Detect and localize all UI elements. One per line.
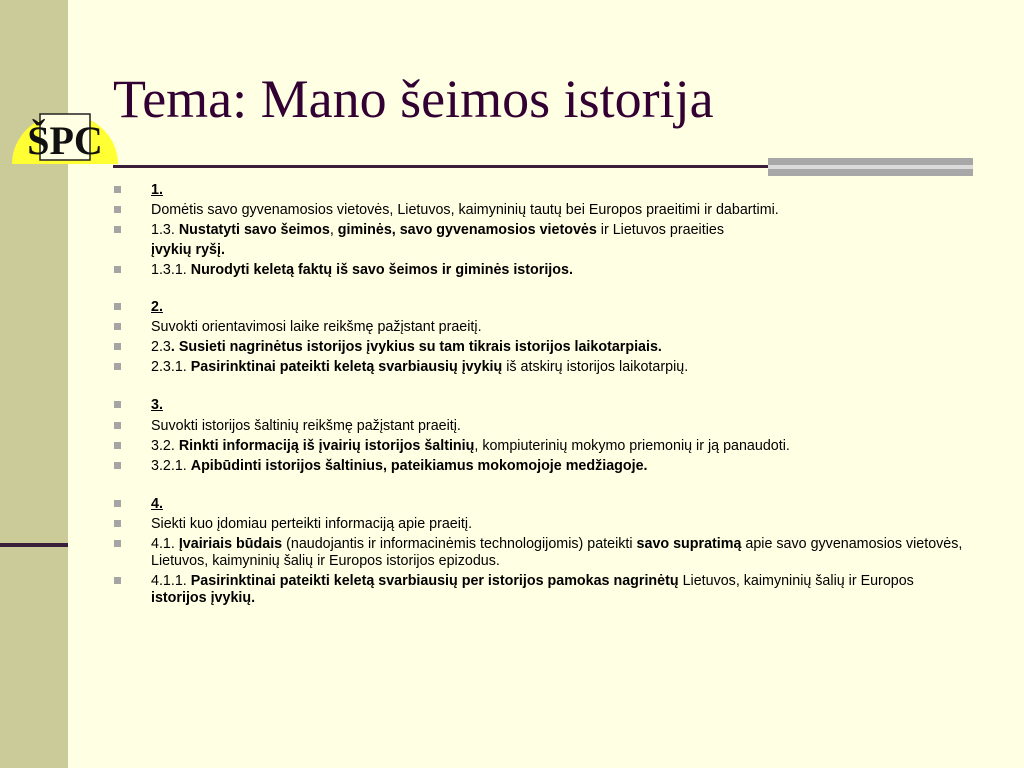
list-item: 3.2. Rinkti informaciją iš įvairių istorijos šaltinių, kompiuterinių mokymo priemonių ir ją panaudoti. <box>113 438 973 455</box>
list-item: 2.3.1. Pasirinktinai pateikti keletą svarbiausių įvykių iš atskirų istorijos laikotarpių. <box>113 359 973 376</box>
list-item-heading-3: 3. <box>113 397 973 414</box>
list-item: Domėtis savo gyvenamosios vietovės, Lietuvos, kaimyninių tautų bei Europos praeitimi ir dabartimi. <box>113 202 973 219</box>
left-band-divider <box>0 543 68 547</box>
accent-bars <box>768 158 973 178</box>
list-item: Suvokti orientavimosi laike reikšmę pažįstant praeitį. <box>113 319 973 336</box>
list-item: Suvokti istorijos šaltinių reikšmę pažįstant praeitį. <box>113 418 973 435</box>
spc-logo <box>12 104 118 168</box>
list-item: 3.2.1. Apibūdinti istorijos šaltinius, pateikiamus mokomojoje medžiagoje. <box>113 458 973 475</box>
title-underline <box>113 165 773 168</box>
list-item-heading-4: 4. <box>113 496 973 513</box>
list-item: 4.1. Įvairiais būdais (naudojantis ir informacinėmis technologijomis) pateikti savo supratimą apie savo gyvenamosios vietovės, Lietuvos, kaimyninių šalių ir Europos istorijos epizodus. <box>113 536 973 570</box>
svg-text:ŠPC: ŠPC <box>27 118 103 163</box>
list-item: 1.3. Nustatyti savo šeimos, giminės, savo gyvenamosios vietovės ir Lietuvos praeities <box>113 222 973 239</box>
page-title: Tema: Mano šeimos istorija <box>113 69 714 129</box>
content-list <box>113 182 973 611</box>
list-item: Siekti kuo įdomiau perteikti informaciją apie praeitį. <box>113 516 973 533</box>
list-item-continuation: įvykių ryšį. <box>151 241 225 258</box>
list-item-heading-2: 2. <box>113 299 973 316</box>
list-item: 1.3.1. Nurodyti keletą faktų iš savo šeimos ir giminės istorijos. <box>113 262 973 279</box>
list-item-heading-1: 1. <box>113 182 973 199</box>
list-item: 4.1.1. Pasirinktinai pateikti keletą svarbiausių per istorijos pamokas nagrinėtų Lietuvos, kaimyninių šalių ir Europos istorijos įvykių. <box>113 573 973 607</box>
list-item: 2.3. Susieti nagrinėtus istorijos įvykius su tam tikrais istorijos laikotarpiais. <box>113 339 973 356</box>
